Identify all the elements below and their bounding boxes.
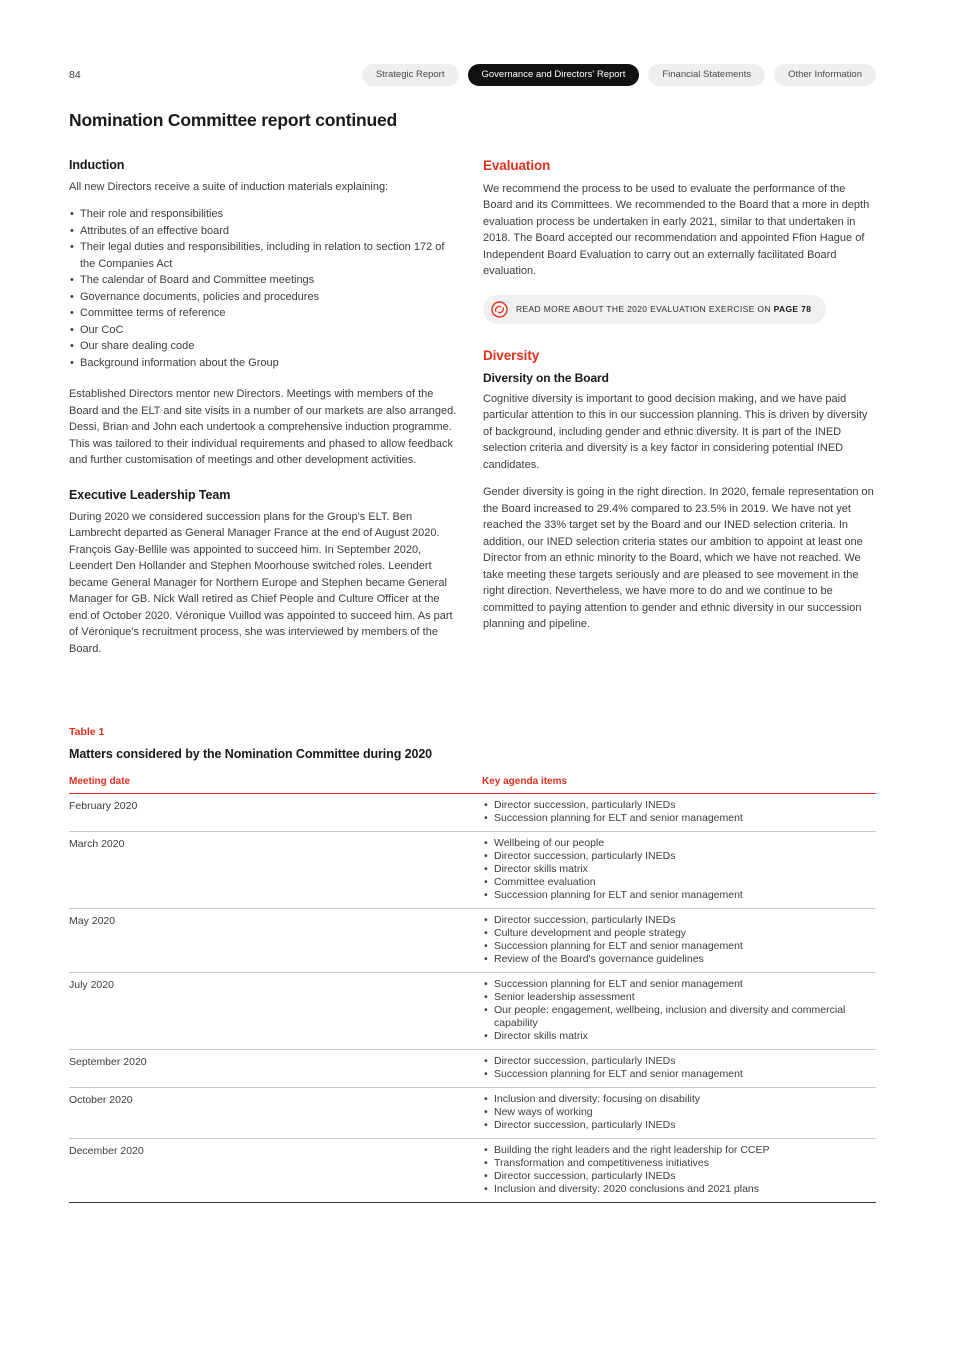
agenda-items-cell — [482, 1144, 876, 1196]
page-number: 84 — [69, 68, 81, 81]
meeting-date-cell: March 2020 — [69, 838, 125, 850]
induction-bullet-item: • Their legal duties and responsibilities, including in relation to section 172 of the Companies Act — [69, 239, 457, 272]
meeting-date-cell: December 2020 — [69, 1145, 144, 1157]
top-bar — [69, 64, 876, 86]
induction-outro: Established Directors mentor new Directors. Meetings with members of the Board and the ELT and site visits in a number of our markets are also arranged. Dessi, Brian and John each undertook a comprehensive induction programme. This was tailored to their individual requirements and phased to allow feedback and further customisation of meetings and other development activities. — [69, 388, 457, 466]
column-header-meeting-date: Meeting date — [69, 776, 131, 787]
two-column-body — [69, 158, 876, 669]
table-header-row — [69, 776, 876, 794]
agenda-item: • Succession planning for ELT and senior management — [482, 1068, 876, 1081]
induction-bullet-item: • Governance documents, policies and procedures — [69, 289, 457, 306]
table-row — [69, 1050, 876, 1088]
tab-financial-statements[interactable]: Financial Statements — [648, 64, 765, 86]
section-tabs — [362, 64, 876, 86]
induction-bullet-item: • Our share dealing code — [69, 338, 457, 355]
left-column — [69, 158, 457, 669]
agenda-items-cell — [482, 978, 876, 1043]
table-label: Table 1 — [69, 726, 105, 738]
diversity-para-2: Gender diversity is going in the right direction. In 2020, female representation on the Board increased to 29.4% compared to 23.5% in 2019. We have not yet reached the 33% target set by the Board and our INED selection criteria. In addition, our INED selection criteria states our ambition to appoint at least one Director from an ethnic minority to the Board, which we have not reached. We take meeting these targets seriously and are pleased to see movement in the right direction. Nevertheless, we have more to do and we continue to be committed to paying attention to gender and ethnic diversity in our succession planning and pipeline. — [483, 486, 874, 630]
agenda-item: • New ways of working — [482, 1106, 876, 1119]
meeting-date-cell: May 2020 — [69, 915, 116, 927]
agenda-item: • Inclusion and diversity: focusing on disability — [482, 1093, 876, 1106]
table-row — [69, 832, 876, 909]
diversity-board-subheading: Diversity on the Board — [483, 370, 609, 385]
elt-body: During 2020 we considered succession plans for the Group's ELT. Ben Lambrecht departed as General Manager France at the end of August 2020. François Gay-Bellile was appointed to succeed him. In September 2020, Leendert Den Hollander and Stephen Moorhouse switched roles. Leendert became General Manager for Northern Europe and Stephen became General Manager for GB. Nick Wall retired as Chief People and Culture Officer at the end of October 2020. Véronique Vuillod was appointed to succeed him. As part of Véronique's recruitment process, she was interviewed by members of the Board. — [69, 510, 453, 655]
read-more-link[interactable] — [483, 295, 826, 324]
table-row — [69, 794, 876, 832]
read-more-text — [516, 304, 811, 314]
right-column — [483, 158, 876, 644]
agenda-item: • Director skills matrix — [482, 1030, 876, 1043]
matters-table — [69, 776, 876, 1203]
agenda-item: • Transformation and competitiveness initiatives — [482, 1157, 876, 1170]
agenda-items-cell — [482, 837, 876, 902]
diversity-para-1: Cognitive diversity is important to good decision making, and we have paid particular attention to this in our succession planning. This is driven by diversity of background, including gender and ethnic diversity. It is part of the INED selection criteria and diversity is a key factor in considering potential INED candidates. — [483, 392, 868, 471]
induction-bullet-item: • Our CoC — [69, 322, 457, 339]
meeting-date-cell: February 2020 — [69, 800, 138, 812]
induction-intro: All new Directors receive a suite of induction materials explaining: — [69, 180, 389, 193]
evaluation-body: We recommend the process to be used to evaluate the performance of the Board and its Committees. We recommended to the Board that a more in depth evaluation process be undertaken in early 2021, similar to that undertaken in 2018. The Board accepted our recommendation and appointed Ffion Hague of Independent Board Evaluation to carry out an externally facilitated Board evaluation. — [483, 182, 870, 277]
table-body — [69, 794, 876, 1203]
tab-governance-directors-report[interactable]: Governance and Directors' Report — [468, 64, 640, 86]
agenda-item: • Building the right leaders and the right leadership for CCEP — [482, 1144, 876, 1157]
agenda-item: • Director succession, particularly INEDs — [482, 1170, 876, 1183]
meeting-date-cell: October 2020 — [69, 1094, 133, 1106]
agenda-item: • Succession planning for ELT and senior management — [482, 978, 876, 991]
table-row — [69, 909, 876, 973]
evaluation-heading: Evaluation — [483, 157, 551, 173]
tab-strategic-report[interactable]: Strategic Report — [362, 64, 459, 86]
elt-heading: Executive Leadership Team — [69, 487, 231, 502]
agenda-item: • Director succession, particularly INEDs — [482, 850, 876, 863]
agenda-items-cell — [482, 799, 876, 825]
agenda-items-cell — [482, 914, 876, 966]
agenda-item: • Review of the Board's governance guidelines — [482, 953, 876, 966]
table-row — [69, 973, 876, 1050]
table-row — [69, 1139, 876, 1203]
read-more-label: READ MORE ABOUT THE 2020 EVALUATION EXERCISE ON — [516, 303, 771, 314]
agenda-item: • Our people: engagement, wellbeing, inclusion and diversity and commercial capability — [482, 1004, 876, 1030]
page-title: Nomination Committee report continued — [69, 109, 398, 130]
induction-bullet-item: • Background information about the Group — [69, 355, 457, 372]
tab-other-information[interactable]: Other Information — [774, 64, 876, 86]
matters-table-section — [69, 726, 876, 1203]
agenda-item: • Succession planning for ELT and senior management — [482, 812, 876, 825]
table-row — [69, 1088, 876, 1139]
read-more-icon — [491, 301, 508, 318]
agenda-item: • Director succession, particularly INEDs — [482, 1055, 876, 1068]
meeting-date-cell: September 2020 — [69, 1056, 147, 1068]
read-more-page-ref: PAGE 78 — [773, 303, 812, 314]
induction-list — [69, 206, 457, 371]
table-title: Matters considered by the Nomination Committee during 2020 — [69, 747, 433, 761]
induction-bullet-item: • The calendar of Board and Committee meetings — [69, 272, 457, 289]
agenda-item: • Committee evaluation — [482, 876, 876, 889]
induction-bullet-item: • Attributes of an effective board — [69, 223, 457, 240]
induction-bullet-item: • Committee terms of reference — [69, 305, 457, 322]
agenda-item: • Succession planning for ELT and senior management — [482, 889, 876, 902]
agenda-item: • Inclusion and diversity: 2020 conclusions and 2021 plans — [482, 1183, 876, 1196]
induction-bullet-item: • Their role and responsibilities — [69, 206, 457, 223]
diversity-heading: Diversity — [483, 347, 540, 363]
agenda-item: • Director succession, particularly INEDs — [482, 914, 876, 927]
agenda-items-cell — [482, 1055, 876, 1081]
agenda-item: • Succession planning for ELT and senior management — [482, 940, 876, 953]
meeting-date-cell: July 2020 — [69, 979, 114, 991]
column-header-key-agenda-items: Key agenda items — [482, 776, 568, 787]
agenda-item: • Director skills matrix — [482, 863, 876, 876]
agenda-item: • Wellbeing of our people — [482, 837, 876, 850]
agenda-item: • Culture development and people strategy — [482, 927, 876, 940]
agenda-item: • Director succession, particularly INEDs — [482, 1119, 876, 1132]
agenda-item: • Senior leadership assessment — [482, 991, 876, 1004]
induction-heading: Induction — [69, 157, 125, 172]
agenda-items-cell — [482, 1093, 876, 1132]
agenda-item: • Director succession, particularly INEDs — [482, 799, 876, 812]
